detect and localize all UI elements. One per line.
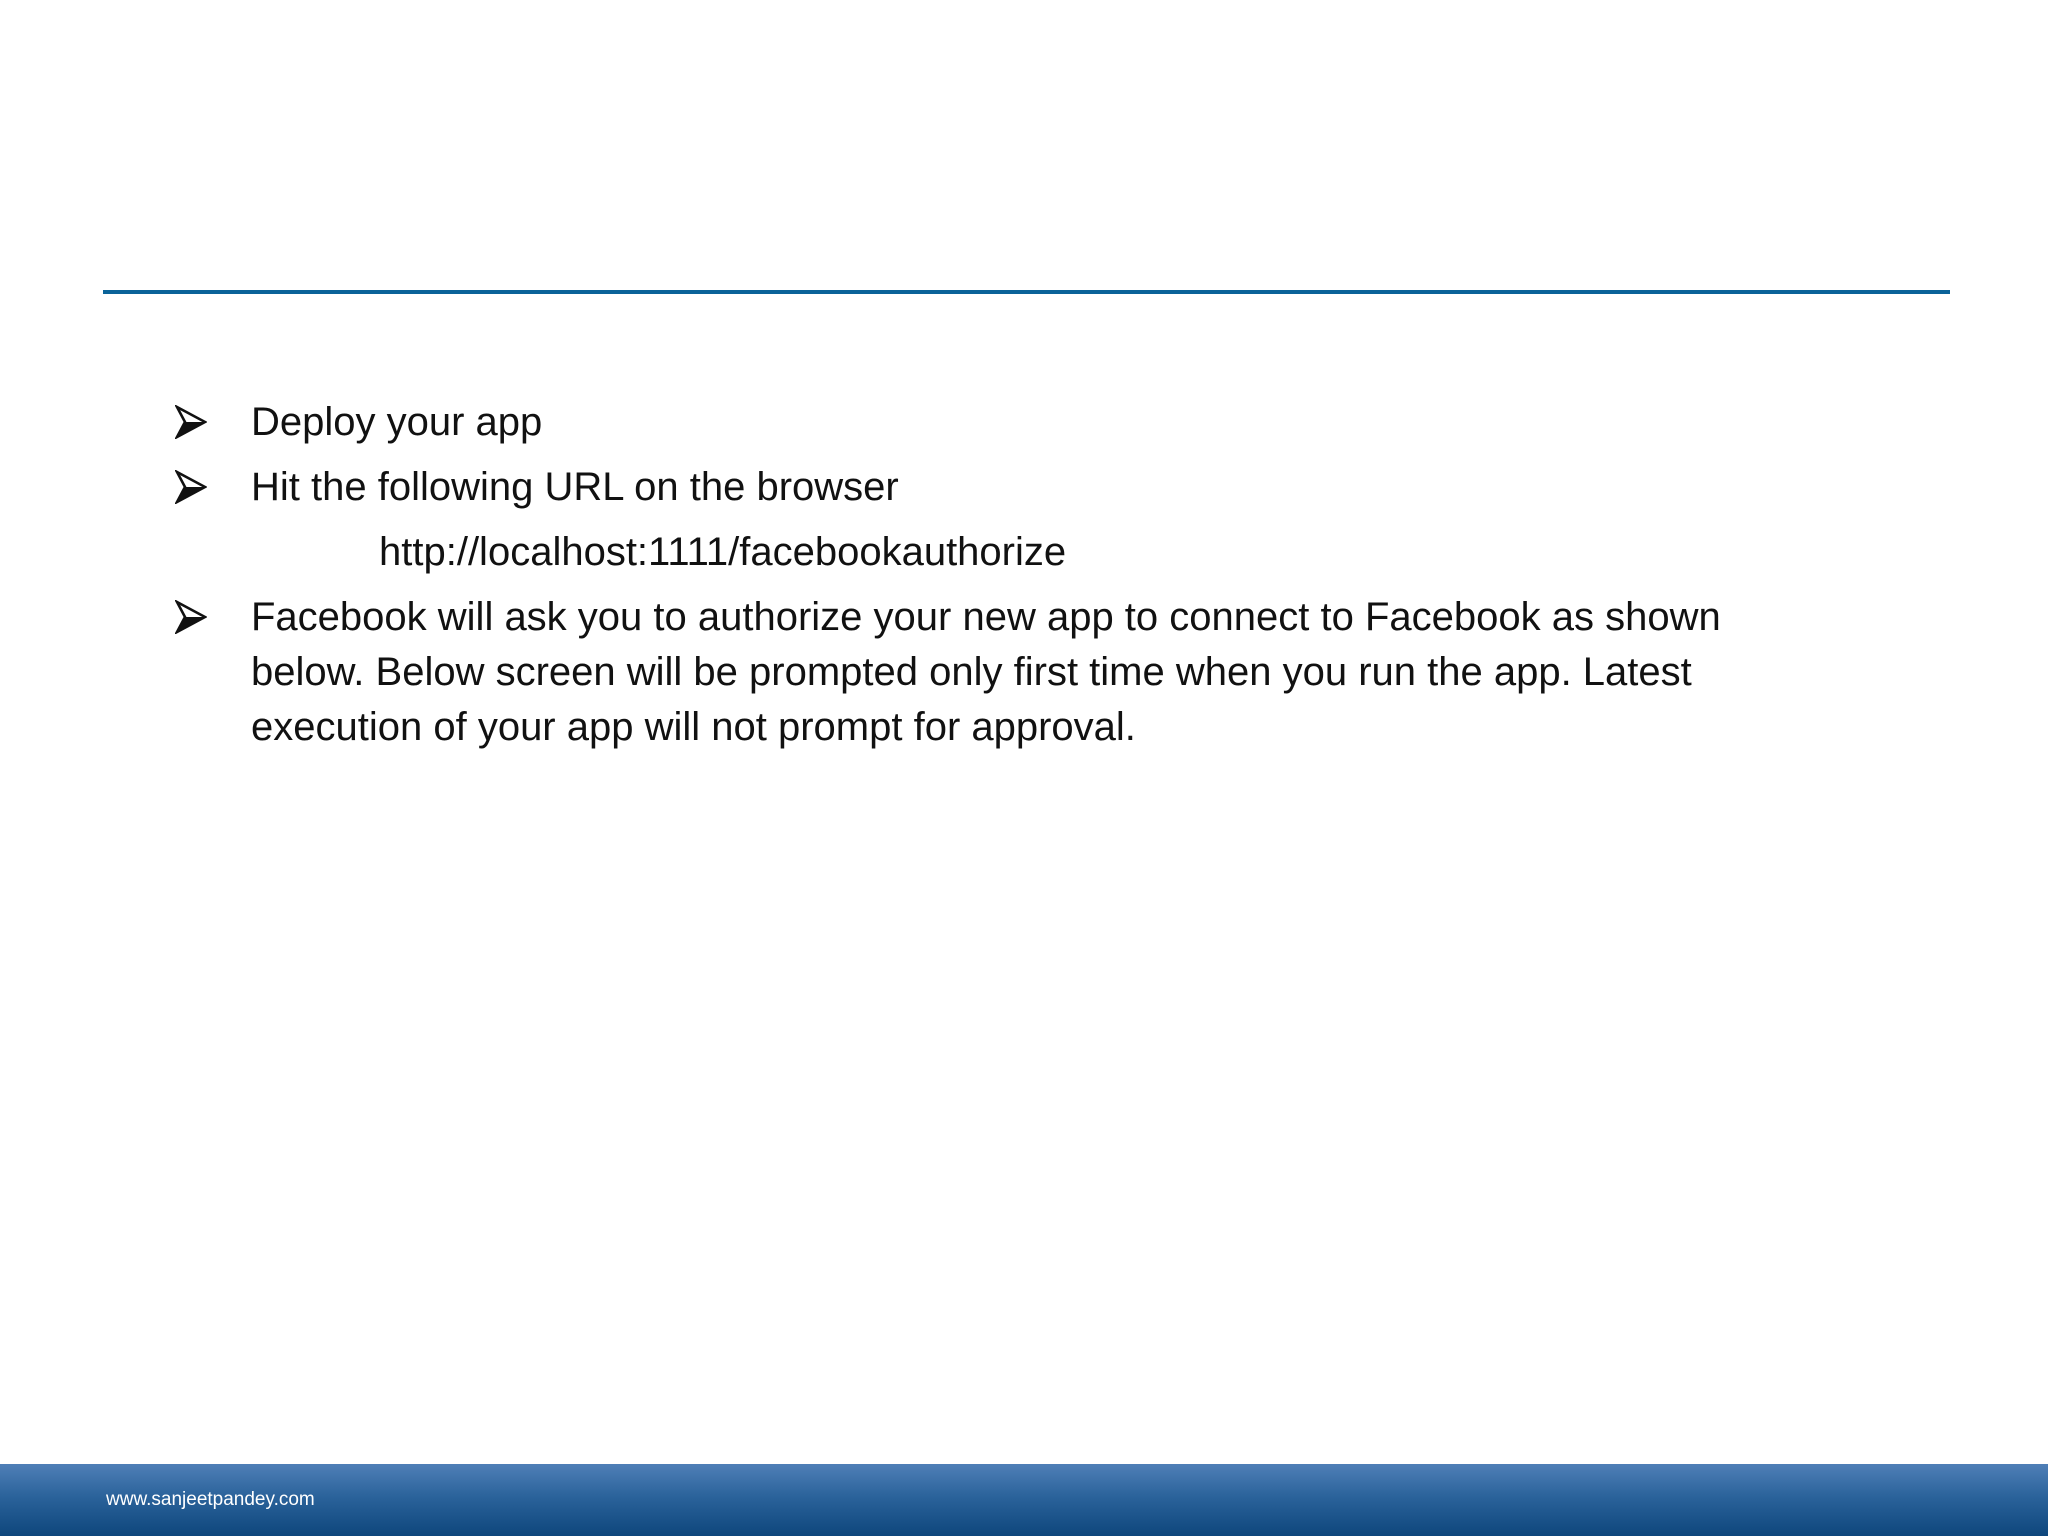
title-divider bbox=[103, 290, 1950, 294]
bullet-item-facebook-authorize bbox=[251, 590, 1811, 755]
arrowhead-bullet-icon bbox=[175, 600, 207, 634]
bullet-list bbox=[0, 395, 2048, 765]
footer-bar bbox=[0, 1464, 2048, 1536]
bullet-text: Hit the following URL on the browser bbox=[251, 465, 899, 509]
arrowhead-bullet-icon bbox=[175, 470, 207, 504]
authorize-url: http://localhost:1111/facebookauthorize bbox=[379, 530, 1067, 574]
footer-website: www.sanjeetpandey.com bbox=[106, 1489, 315, 1510]
bullet-item-hit-url bbox=[251, 460, 1811, 515]
arrowhead-bullet-icon bbox=[175, 405, 207, 439]
bullet-text: Facebook will ask you to authorize your new app to connect to Facebook as shown below. Below screen will be prompted only first time when you run the app. Latest execution of your app will not prompt for approval. bbox=[251, 595, 1721, 749]
bullet-item-deploy bbox=[251, 395, 1811, 450]
bullet-text: Deploy your app bbox=[251, 400, 543, 444]
